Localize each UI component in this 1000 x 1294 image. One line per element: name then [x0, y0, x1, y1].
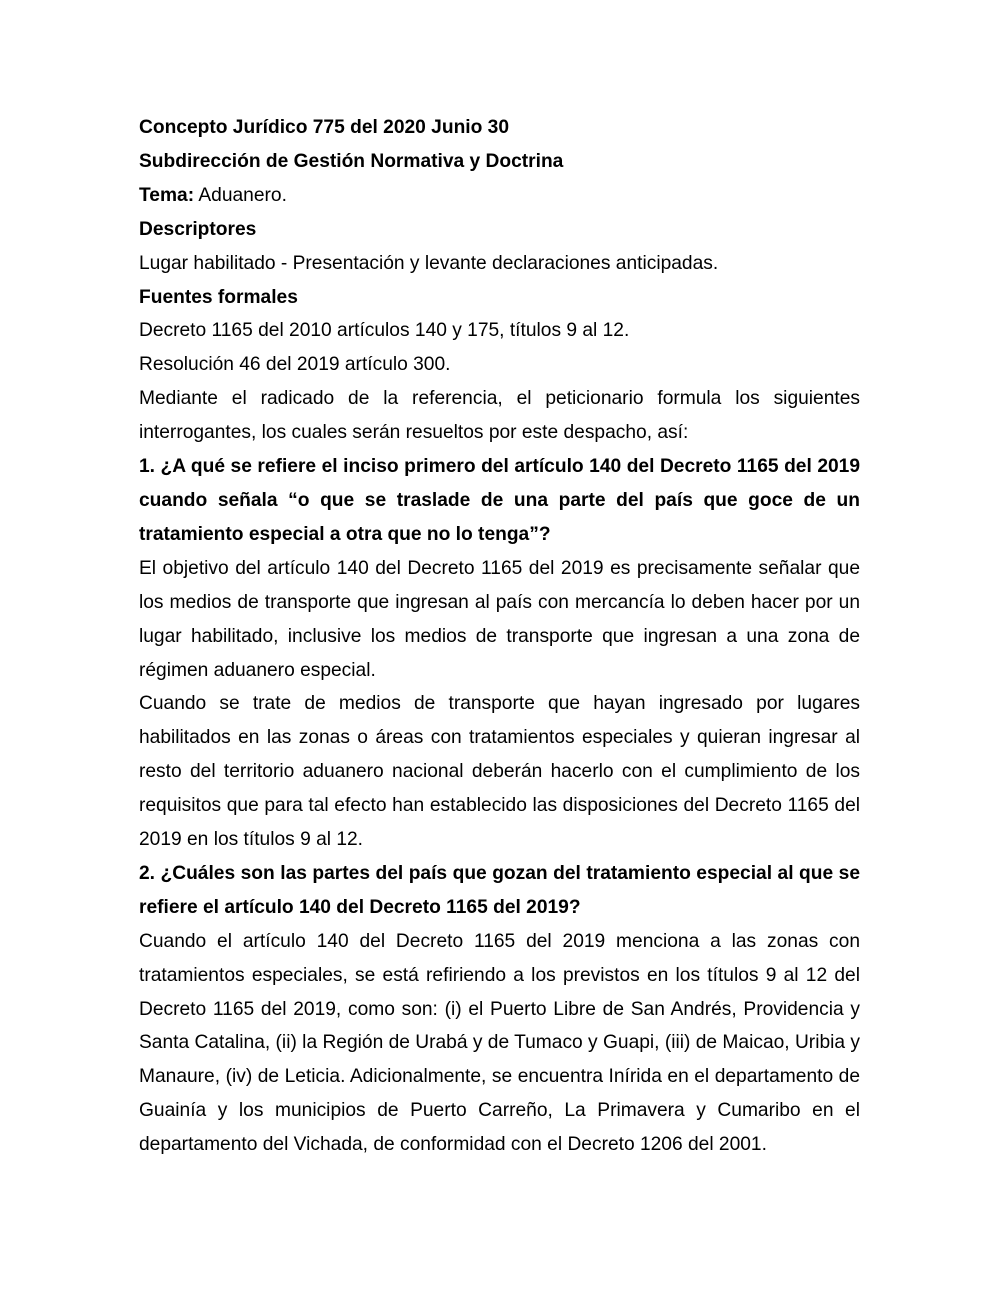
- descriptores-text: Lugar habilitado - Presentación y levante declaraciones anticipadas.: [139, 252, 719, 274]
- document-page: [139, 111, 860, 1162]
- tema-line: [139, 179, 860, 213]
- fuente-item: Resolución 46 del 2019 artículo 300.: [139, 354, 451, 376]
- answer-1-paragraph-2: Cuando se trate de medios de transporte que hayan ingresado por lugares habilitados en las zonas o áreas con tratamientos especiales y quieran ingresar al resto del territorio aduanero nacional deberán hacerlo con el cumplimiento de los requisitos que para tal efecto han establecido las disposiciones del Decreto 1165 del 2019 en los títulos 9 al 12.: [139, 693, 860, 851]
- fuentes-heading: Fuentes formales: [139, 286, 298, 308]
- intro-paragraph: Mediante el radicado de la referencia, el peticionario formula los siguientes interrogantes, los cuales serán resueltos por este despacho, así:: [139, 388, 860, 444]
- tema-label: Tema:: [139, 184, 195, 206]
- answer-2-paragraph: Cuando el artículo 140 del Decreto 1165 del 2019 menciona a las zonas con tratamientos especiales, se está refiriendo a los previstos en los títulos 9 al 12 del Decreto 1165 del 2019, como son: (i) el Puerto Libre de San Andrés, Providencia y Santa Catalina, (ii) la Región de Urabá y de Tumaco y Guapi, (iii) de Maicao, Uribia y Manaure, (iv) de Leticia. Adicionalmente, se encuentra Inírida en el departamento de Guainía y los municipios de Puerto Carreño, La Primavera y Cumaribo en el departamento del Vichada, de conformidad con el Decreto 1206 del 2001.: [139, 930, 860, 1156]
- answer-1-paragraph-1: El objetivo del artículo 140 del Decreto 1165 del 2019 es precisamente señalar que los medios de transporte que ingresan al país con mercancía lo deben hacer por un lugar habilitado, inclusive los medios de transporte que ingresan a una zona de régimen aduanero especial.: [139, 557, 860, 681]
- descriptores-heading: Descriptores: [139, 218, 257, 240]
- tema-value: Aduanero.: [194, 184, 287, 206]
- document-subtitle: Subdirección de Gestión Normativa y Doctrina: [139, 150, 564, 172]
- question-1: 1. ¿A qué se refiere el inciso primero del artículo 140 del Decreto 1165 del 2019 cuando señala “o que se traslade de una parte del país que goce de un tratamiento especial a otra que no lo tenga”?: [139, 456, 860, 545]
- document-title: Concepto Jurídico 775 del 2020 Junio 30: [139, 117, 510, 138]
- fuente-item: Decreto 1165 del 2010 artículos 140 y 175, títulos 9 al 12.: [139, 320, 630, 342]
- question-2: 2. ¿Cuáles son las partes del país que gozan del tratamiento especial al que se refiere el artículo 140 del Decreto 1165 del 2019?: [139, 862, 860, 918]
